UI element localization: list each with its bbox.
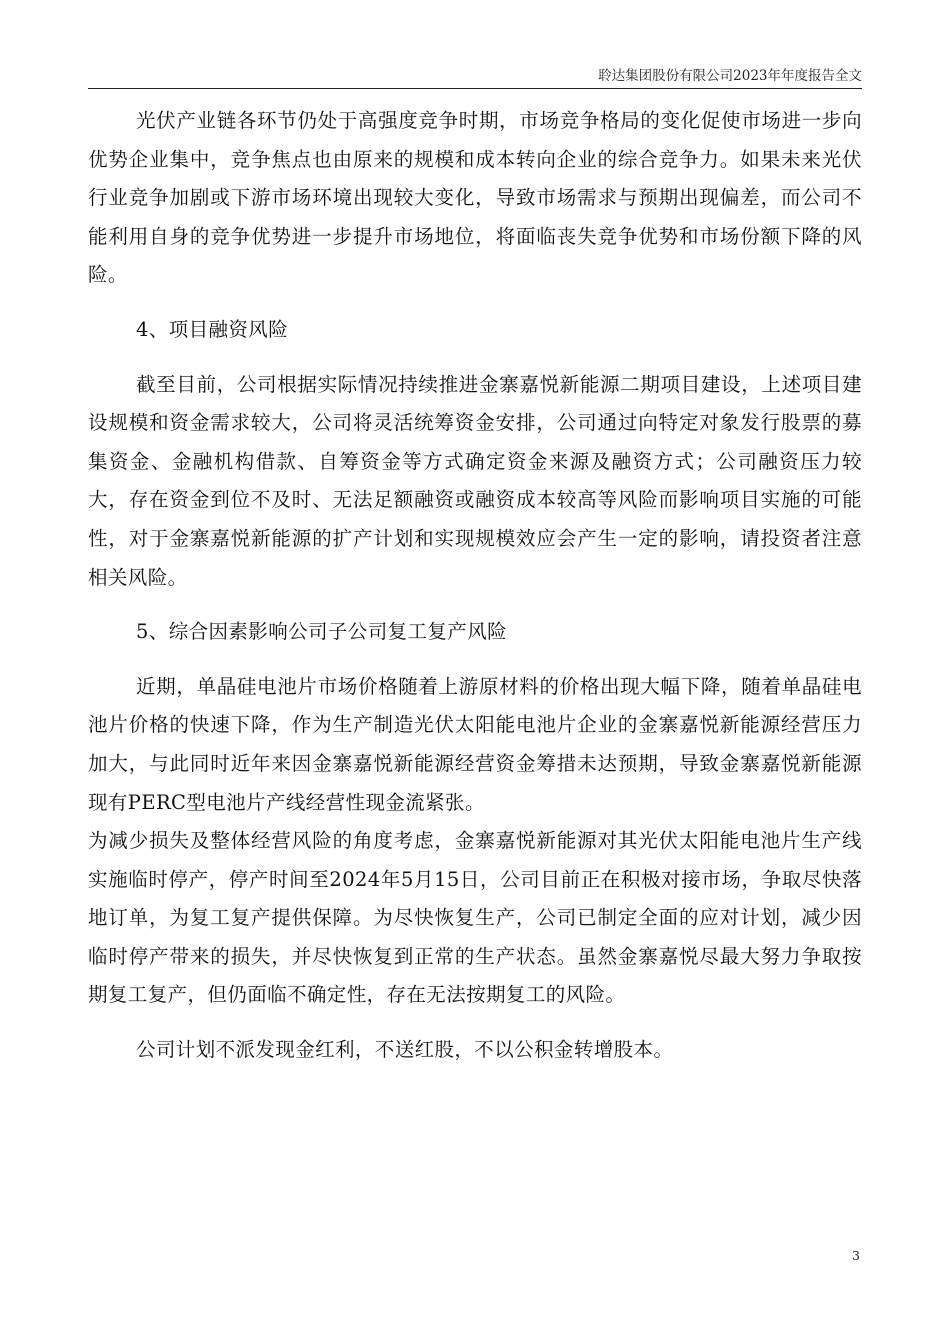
paragraph-resumption-risk-background: 近期，单晶硅电池片市场价格随着上游原材料的价格出现大幅下降，随着单晶硅电池片价格的快速下降，作为生产制造光伏太阳能电池片企业的金寨嘉悦新能源经营压力加大，与此同时近年来因金寨嘉悦新能源经营资金筹措未达预期，导致金寨嘉悦新能源现有PERC型电池片产线经营性现金流紧张。 [88,674,862,814]
page-header [88,62,862,89]
document-body [88,102,862,1086]
paragraph-project-financing-risk: 截至目前，公司根据实际情况持续推进金寨嘉悦新能源二期项目建设，上述项目建设规模和资金需求较大，公司将灵活统筹资金安排，公司通过向特定对象发行股票的募集资金、金融机构借款、自筹资金等方式确定资金来源及融资方式；公司融资压力较大，存在资金到位不及时、无法足额融资或融资成本较高等风险而影响项目实施的可能性，对于金寨嘉悦新能源的扩产计划和实现规模效应会产生一定的影响，请投资者注意相关风险。 [88,372,862,589]
heading-resumption-risk: 5、综合因素影响公司子公司复工复产风险 [136,620,508,644]
page-number: 3 [852,1248,860,1263]
paragraph-industry-competition-risk: 光伏产业链各环节仍处于高强度竞争时期，市场竞争格局的变化促使市场进一步向优势企业集中，竞争焦点也由原来的规模和成本转向企业的综合竞争力。如果未来光伏行业竞争加剧或下游市场环境出现较大变化，导致市场需求与预期出现偏差，而公司不能利用自身的竞争优势进一步提升市场地位，将面临丧失竞争优势和市场份额下降的风险。 [88,109,862,287]
header-title: 聆达集团股份有限公司2023年年度报告全文 [598,68,862,84]
heading-project-financing-risk: 4、项目融资风险 [136,317,289,341]
paragraph-dividend-plan: 公司计划不派发现金红利，不送红股，不以公积金转增股本。 [136,1038,674,1062]
paragraph-resumption-risk-details: 为减少损失及整体经营风险的角度考虑，金寨嘉悦新能源对其光伏太阳能电池片生产线实施临时停产，停产时间至2024年5月15日，公司目前正在积极对接市场，争取尽快落地订单，为复工复产提供保障。为尽快恢复生产，公司已制定全面的应对计划，减少因临时停产带来的损失，并尽快恢复到正常的生产状态。虽然金寨嘉悦尽最大努力争取按期复工复产，但仍面临不确定性，存在无法按期复工的风险。 [88,829,862,1007]
